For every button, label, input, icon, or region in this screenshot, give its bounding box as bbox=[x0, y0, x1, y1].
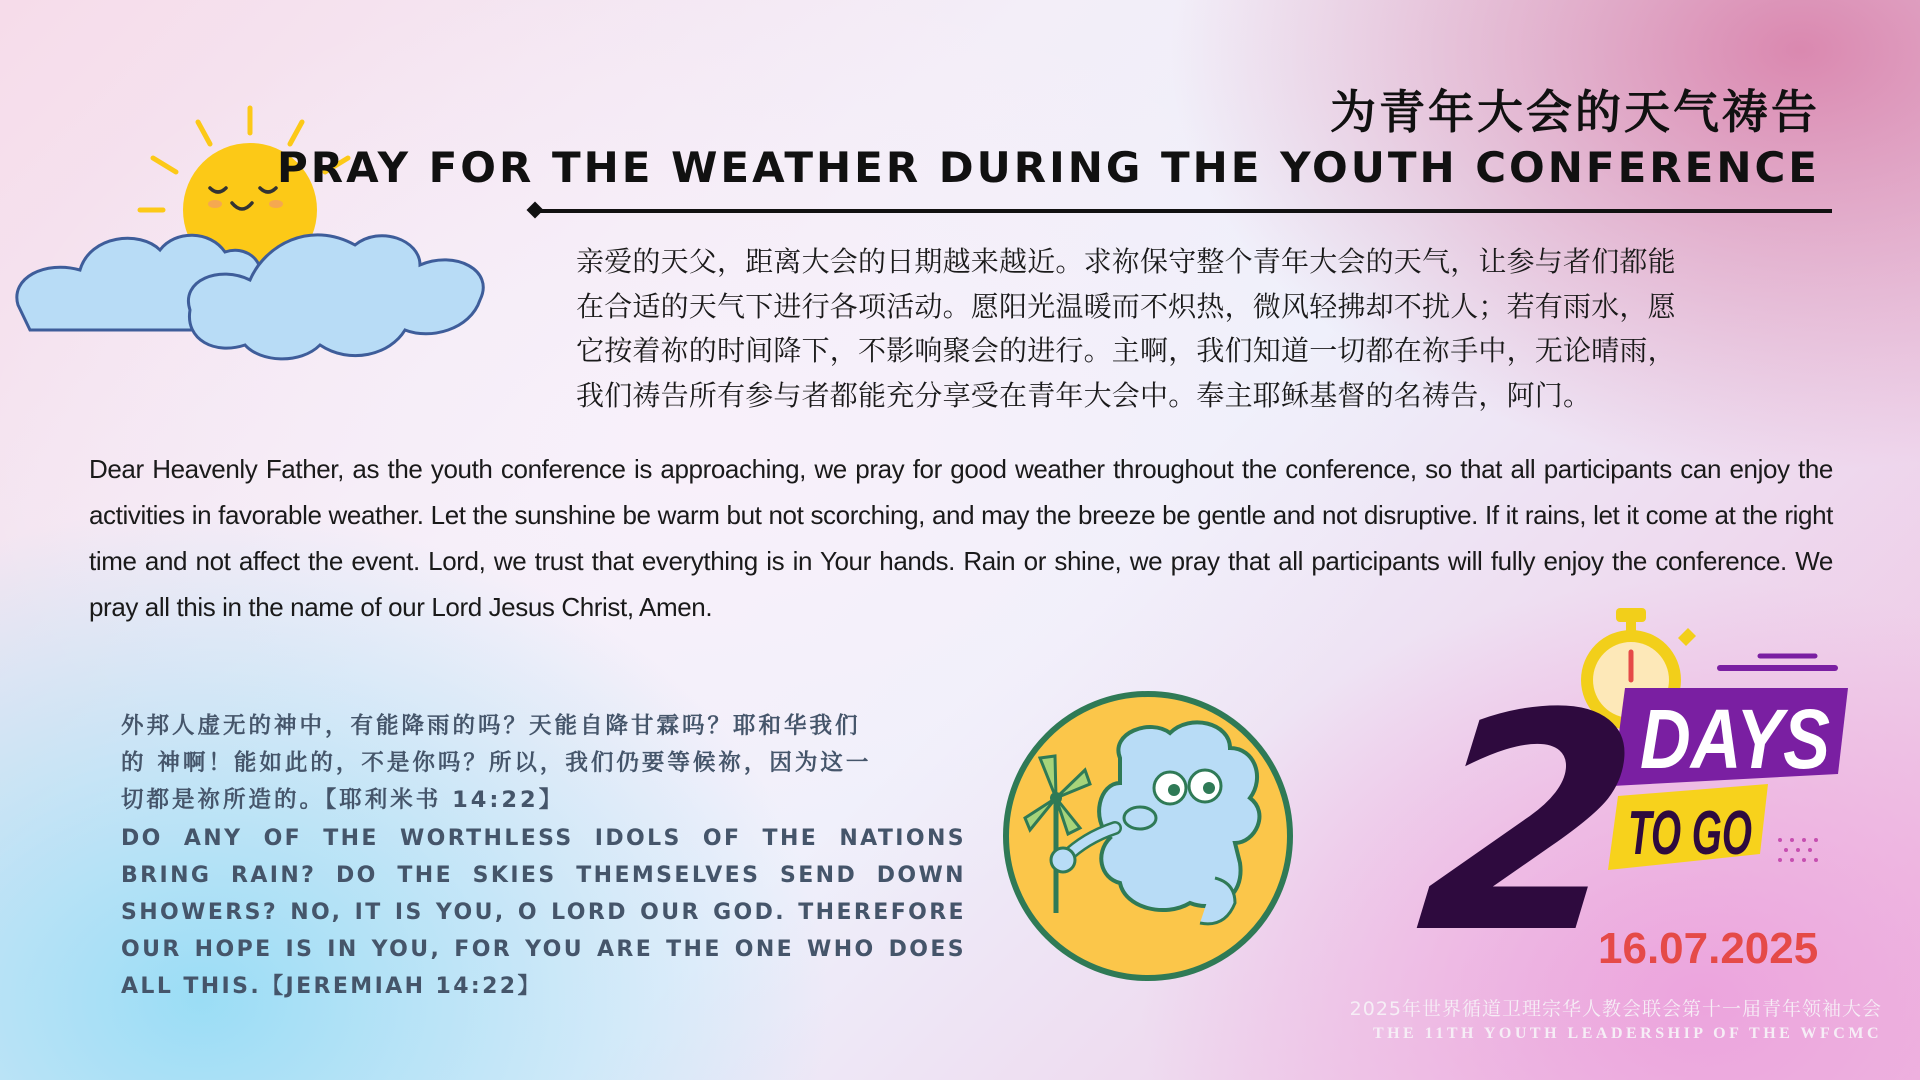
mascot-badge bbox=[1000, 688, 1296, 984]
verse-chinese-line: 切都是祢所造的。【耶利米书 14:22】 bbox=[121, 787, 565, 813]
event-date: 16.07.2025 bbox=[1598, 924, 1819, 973]
prayer-english: Dear Heavenly Father, as the youth conference is approaching, we pray for good weather throughout the conference, so that all participants can enjoy the activities in favorable weather. Let the sunshine be warm but not scorching, and may the breeze be gentle and not disruptive. If it rains, let it come at the right time and not affect the event. Lord, we trust that everything is in Your hands. Rain or shine, we pray that all participants will fully enjoy the conference. We pray all this in the name of our Lord Jesus Christ, Amen. bbox=[89, 454, 1833, 622]
title-divider bbox=[536, 209, 1832, 213]
cloud-mascot-with-windmill-icon bbox=[1000, 688, 1296, 984]
to-go-label: TO GO bbox=[1628, 799, 1752, 868]
event-name-chinese: 2025年世界循道卫理宗华人教会联会第十一届青年领袖大会 bbox=[1349, 998, 1882, 1020]
prayer-chinese-line: 亲爱的天父，距离大会的日期越来越近。求祢保守整个青年大会的天气，让参与者们都能 bbox=[576, 245, 1676, 278]
page-title-english: PRAY FOR THE WEATHER DURING THE YOUTH CONFERENCE bbox=[276, 143, 1820, 192]
event-name-english: THE 11TH YOUTH LEADERSHIP OF THE WFCMC bbox=[1372, 1025, 1882, 1042]
bible-verse-english: DO ANY OF THE WORTHLESS IDOLS OF THE NATIONS BRING RAIN? DO THE SKIES THEMSELVES SEND DOWN SHOWERS? NO, IT IS YOU, O LORD OUR GOD. THEREFORE OUR HOPE IS IN YOU, FOR YOU ARE THE ONE WHO DOES ALL THIS.【JEREMIAH 14:22】 bbox=[121, 826, 966, 999]
sun-cloud-illustration bbox=[10, 100, 550, 370]
prayer-chinese-line: 在合适的天气下进行各项活动。愿阳光温暖而不炽热，微风轻拂却不扰人；若有雨水，愿 bbox=[576, 289, 1676, 323]
bible-verse-chinese bbox=[121, 708, 966, 819]
page-title-chinese: 为青年大会的天气祷告 bbox=[1330, 85, 1820, 139]
prayer-chinese-line: 我们祷告所有参与者都能充分享受在青年大会中。奉主耶稣基督的名祷告，阿门。 bbox=[576, 378, 1592, 412]
prayer-chinese bbox=[576, 240, 1832, 418]
days-label: DAYS bbox=[1640, 692, 1830, 786]
countdown-number: 2 bbox=[1406, 649, 1653, 999]
sun-with-cloud-icon bbox=[10, 100, 550, 370]
verse-chinese-line: 外邦人虚无的神中，有能降雨的吗？天能自降甘霖吗？耶和华我们 bbox=[121, 713, 861, 739]
prayer-chinese-line: 它按着祢的时间降下，不影响聚会的进行。主啊，我们知道一切都在祢手中，无论晴雨， bbox=[576, 334, 1676, 367]
verse-chinese-line: 的 神啊！能如此的，不是你吗？所以，我们仍要等候祢，因为这一 bbox=[121, 750, 872, 776]
